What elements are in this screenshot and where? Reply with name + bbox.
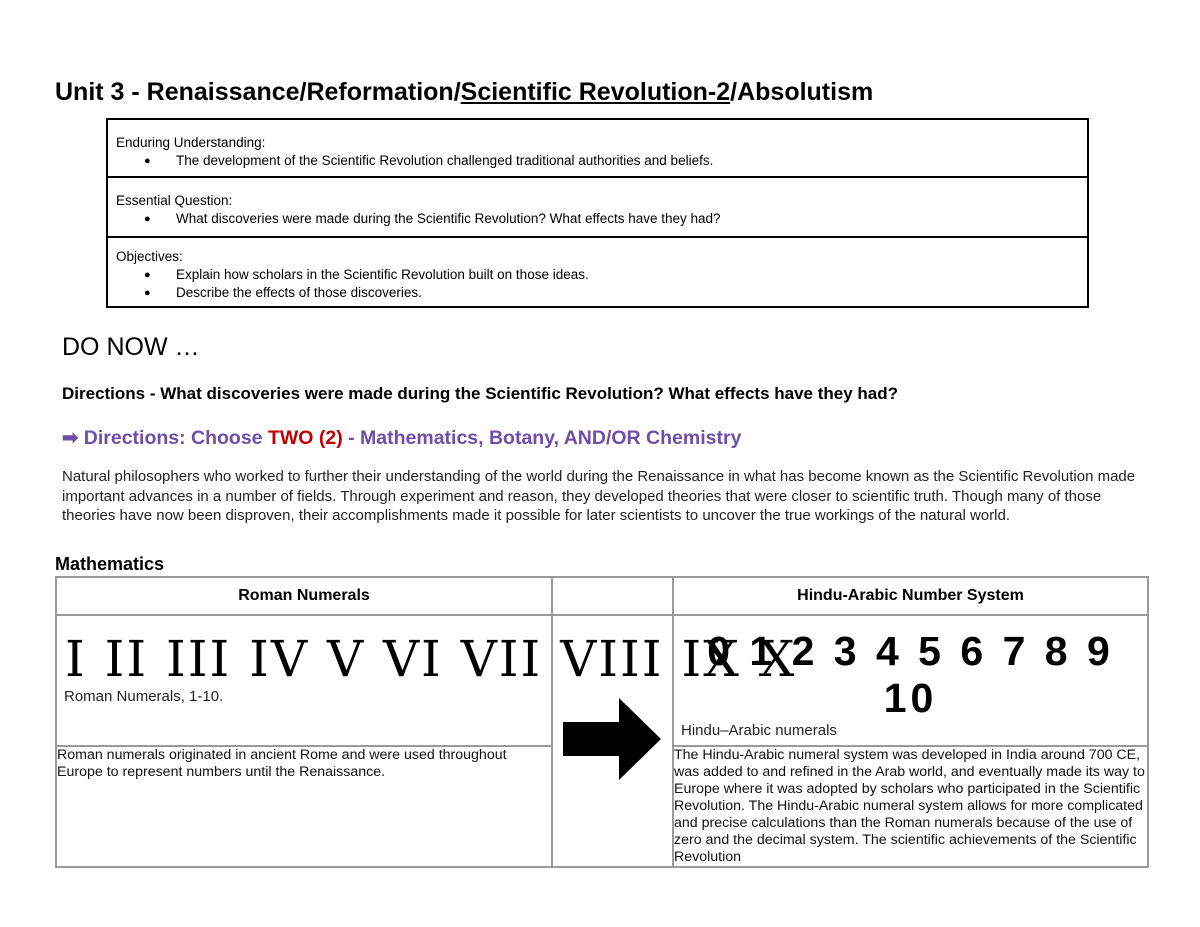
do-now-heading: DO NOW … xyxy=(62,333,200,361)
hindu-description: The Hindu-Arabic numeral system was developed in India around 700 CE, was added to and refined in the Arab world, and eventually made its way to Europe where it was adopted by scholars who participated in the Scientific Revolution. The Hindu-Arabic numeral system allows for more complicated and precise calculations than the Roman numerals because of the use of zero and the decimal system. The scientific achievements of the Scientific Revolution xyxy=(673,746,1148,867)
understanding-table xyxy=(106,118,1089,308)
right-arrow-icon xyxy=(561,696,665,782)
objective-item: ● Describe the effects of those discoveries. xyxy=(116,284,1079,302)
roman-header: Roman Numerals xyxy=(56,577,552,615)
mathematics-table xyxy=(55,576,1149,868)
objectives-label: Objectives: xyxy=(116,249,183,264)
hindu-digits-image: 0 1 2 3 4 5 6 7 8 9 10 xyxy=(707,628,1114,721)
intro-paragraph: Natural philosophers who worked to further their understanding of the world during the Renaissance in what has become known as the Scientific Revolution made important advances in a number of fields. Through experiment and reason, they developed theories that were closer to scientific truth. Though many of those theories have now been disproven, their accomplishments made it possible for later scientists to uncover the true workings of the natural world. xyxy=(62,468,1136,524)
roman-description: Roman numerals originated in ancient Rome and were used throughout Europe to represent numbers until the Renaissance. xyxy=(56,746,552,867)
empty-header-cell xyxy=(552,577,673,615)
choose-directions xyxy=(62,426,741,450)
hindu-header: Hindu-Arabic Number System xyxy=(673,577,1148,615)
enduring-item: ● The development of the Scientific Revolution challenged traditional authorities and beliefs. xyxy=(116,152,1079,170)
choose-prefix: ➡ Directions: Choose xyxy=(62,427,268,449)
page-title xyxy=(55,78,873,107)
mathematics-heading: Mathematics xyxy=(55,554,165,574)
objective-item: ● Explain how scholars in the Scientific Revolution built on those ideas. xyxy=(116,266,1079,284)
roman-caption: Roman Numerals, 1-10. xyxy=(64,688,224,705)
choose-highlight: TWO (2) xyxy=(267,427,343,449)
question-item: ● What discoveries were made during the Scientific Revolution? What effects have they had? xyxy=(116,210,1079,228)
roman-numerals-image: I II III IV V VI VII VIII IX X xyxy=(65,630,797,688)
choose-suffix: - Mathematics, Botany, AND/OR Chemistry xyxy=(342,427,742,449)
enduring-understanding-row xyxy=(108,120,1087,178)
objectives-row xyxy=(108,238,1087,306)
title-part-2: Scientific Revolution-2 xyxy=(460,78,731,106)
hindu-caption: Hindu–Arabic numerals xyxy=(681,722,837,739)
essential-question-row xyxy=(108,178,1087,238)
title-part-1: Unit 3 - Renaissance/Reformation/ xyxy=(55,78,461,106)
enduring-label: Enduring Understanding: xyxy=(116,135,266,150)
directions-text: Directions - What discoveries were made during the Scientific Revolution? What effects have they had? xyxy=(62,384,899,403)
question-label: Essential Question: xyxy=(116,193,233,208)
title-part-3: /Absolutism xyxy=(730,78,874,106)
